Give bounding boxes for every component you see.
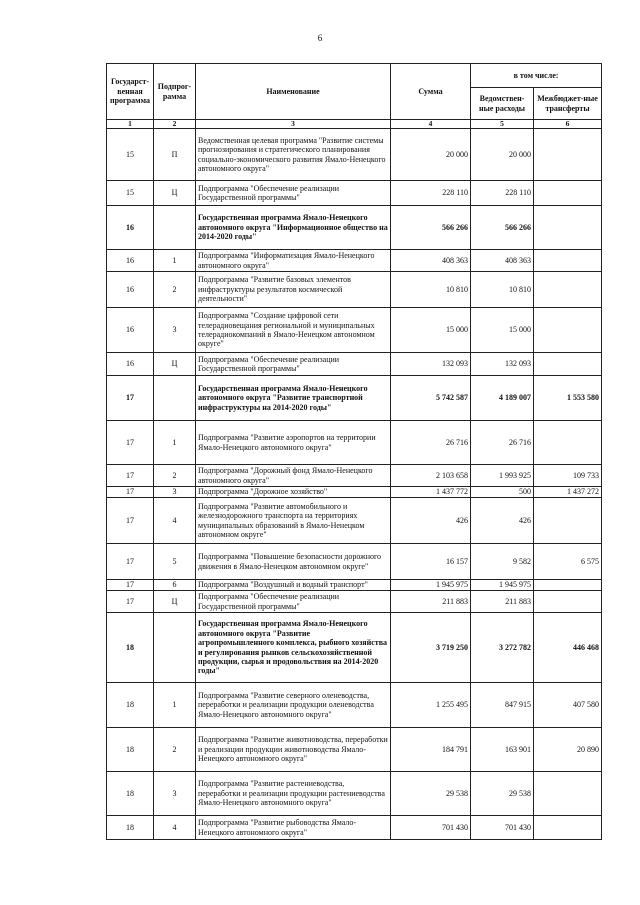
- name-cell: Подпрограмма "Повышение безопасности дорожного движения в Ямало-Ненецком автономном округе": [196, 544, 391, 580]
- program-code-cell: 17: [107, 376, 154, 421]
- name-cell: Подпрограмма "Развитие автомобильного и железнодорожного транспорта на территориях муниципальных образований в Ямало-Ненецком автономном округе": [196, 498, 391, 544]
- sum-cell: 29 538: [391, 772, 471, 816]
- sum-cell: 1 945 975: [391, 580, 471, 591]
- table-row: [107, 591, 602, 613]
- program-code-cell: 16: [107, 308, 154, 353]
- table-row: [107, 544, 602, 580]
- header-podprogramma: Подпрог-рамма: [154, 64, 196, 120]
- table-row: [107, 683, 602, 728]
- subprogram-code-cell: 1: [154, 421, 196, 465]
- sum-cell: 1 437 772: [391, 487, 471, 498]
- program-code-cell: 15: [107, 129, 154, 181]
- program-code-cell: 18: [107, 613, 154, 683]
- departmental-cell: 29 538: [471, 772, 534, 816]
- column-index-row: [107, 120, 602, 129]
- table-row: [107, 353, 602, 376]
- sum-cell: 5 742 587: [391, 376, 471, 421]
- interbudget-cell: 1 437 272: [534, 487, 602, 498]
- name-cell: Подпрограмма "Развитие северного оленеводства, переработки и реализации продукции оленеводства Ямало-Ненецкого автономного округа": [196, 683, 391, 728]
- name-cell: Подпрограмма "Воздушный и водный транспорт": [196, 580, 391, 591]
- table-row: [107, 272, 602, 308]
- interbudget-cell: [534, 250, 602, 272]
- sum-cell: 2 103 658: [391, 465, 471, 487]
- subprogram-code-cell: 3: [154, 487, 196, 498]
- name-cell: Подпрограмма "Информатизация Ямало-Ненецкого автономного округа": [196, 250, 391, 272]
- subprogram-code-cell: Ц: [154, 181, 196, 206]
- interbudget-cell: [534, 816, 602, 840]
- table-row: [107, 206, 602, 250]
- column-index: 6: [534, 120, 602, 129]
- departmental-cell: 132 093: [471, 353, 534, 376]
- interbudget-cell: [534, 580, 602, 591]
- interbudget-cell: [534, 591, 602, 613]
- table-row: [107, 487, 602, 498]
- interbudget-cell: [534, 353, 602, 376]
- header-name: Наименование: [196, 64, 391, 120]
- header-gos-program: Государст-венная программа: [107, 64, 154, 120]
- departmental-cell: 15 000: [471, 308, 534, 353]
- interbudget-cell: [534, 772, 602, 816]
- departmental-cell: 1 945 975: [471, 580, 534, 591]
- departmental-cell: 566 266: [471, 206, 534, 250]
- header-departmental: Ведомствен-ные расходы: [471, 88, 534, 120]
- subprogram-code-cell: [154, 376, 196, 421]
- departmental-cell: 26 716: [471, 421, 534, 465]
- column-index: 4: [391, 120, 471, 129]
- interbudget-cell: 407 580: [534, 683, 602, 728]
- interbudget-cell: [534, 272, 602, 308]
- sum-cell: 132 093: [391, 353, 471, 376]
- table-row: [107, 129, 602, 181]
- program-code-cell: 17: [107, 591, 154, 613]
- name-cell: Государственная программа Ямало-Ненецкого автономного округа "Информационное общество на 2014-2020 годы": [196, 206, 391, 250]
- subprogram-code-cell: 1: [154, 250, 196, 272]
- interbudget-cell: [534, 181, 602, 206]
- table-row: [107, 498, 602, 544]
- interbudget-cell: [534, 129, 602, 181]
- program-code-cell: 18: [107, 816, 154, 840]
- name-cell: Подпрограмма "Обеспечение реализации Государственной программы": [196, 181, 391, 206]
- program-code-cell: 18: [107, 683, 154, 728]
- header-in-that-number: в том числе:: [471, 64, 602, 88]
- departmental-cell: 701 430: [471, 816, 534, 840]
- program-code-cell: 17: [107, 498, 154, 544]
- subprogram-code-cell: 2: [154, 465, 196, 487]
- interbudget-cell: [534, 308, 602, 353]
- program-code-cell: 16: [107, 353, 154, 376]
- subprogram-code-cell: 6: [154, 580, 196, 591]
- interbudget-cell: [534, 498, 602, 544]
- interbudget-cell: 20 890: [534, 728, 602, 772]
- sum-cell: 10 810: [391, 272, 471, 308]
- sum-cell: 26 716: [391, 421, 471, 465]
- header-interbudget: Межбюджет-ные трансферты: [534, 88, 602, 120]
- column-index: 1: [107, 120, 154, 129]
- name-cell: Государственная программа Ямало-Ненецкого автономного округа "Развитие транспортной инфраструктуры на 2014-2020 годы": [196, 376, 391, 421]
- name-cell: Подпрограмма "Создание цифровой сети телерадиовещания региональной и муниципальных телерадиокомпаний в Ямало-Ненецком автономном округе": [196, 308, 391, 353]
- table-row: [107, 181, 602, 206]
- subprogram-code-cell: 5: [154, 544, 196, 580]
- subprogram-code-cell: 1: [154, 683, 196, 728]
- table-row: [107, 421, 602, 465]
- subprogram-code-cell: 3: [154, 772, 196, 816]
- subprogram-code-cell: Ц: [154, 353, 196, 376]
- program-code-cell: 18: [107, 772, 154, 816]
- page-number: 6: [317, 33, 323, 43]
- sum-cell: 566 266: [391, 206, 471, 250]
- program-code-cell: 17: [107, 465, 154, 487]
- program-code-cell: 16: [107, 206, 154, 250]
- program-code-cell: 17: [107, 421, 154, 465]
- departmental-cell: 163 901: [471, 728, 534, 772]
- name-cell: Подпрограмма "Дорожное хозяйство": [196, 487, 391, 498]
- sum-cell: 184 791: [391, 728, 471, 772]
- column-index: 5: [471, 120, 534, 129]
- departmental-cell: 10 810: [471, 272, 534, 308]
- program-code-cell: 15: [107, 181, 154, 206]
- name-cell: Подпрограмма "Развитие растениеводства, переработки и реализации продукции растениеводства Ямало-Ненецкого автономного округа": [196, 772, 391, 816]
- table-row: [107, 728, 602, 772]
- table-row: [107, 613, 602, 683]
- table-row: [107, 250, 602, 272]
- program-code-cell: 16: [107, 272, 154, 308]
- interbudget-cell: [534, 421, 602, 465]
- program-code-cell: 17: [107, 487, 154, 498]
- departmental-cell: 4 189 007: [471, 376, 534, 421]
- name-cell: Подпрограмма "Обеспечение реализации Государственной программы": [196, 591, 391, 613]
- subprogram-code-cell: 2: [154, 728, 196, 772]
- departmental-cell: 9 582: [471, 544, 534, 580]
- departmental-cell: 1 993 925: [471, 465, 534, 487]
- program-code-cell: 17: [107, 544, 154, 580]
- name-cell: Подпрограмма "Обеспечение реализации Государственной программы": [196, 353, 391, 376]
- sum-cell: 3 719 250: [391, 613, 471, 683]
- table-row: [107, 465, 602, 487]
- name-cell: Подпрограмма "Развитие рыбоводства Ямало-Ненецкого автономного округа": [196, 816, 391, 840]
- subprogram-code-cell: Ц: [154, 591, 196, 613]
- subprogram-code-cell: 3: [154, 308, 196, 353]
- subprogram-code-cell: 4: [154, 498, 196, 544]
- sum-cell: 426: [391, 498, 471, 544]
- table-row: [107, 376, 602, 421]
- name-cell: Ведомственная целевая программа "Развитие системы прогнозирования и стратегического планирования социально-экономического развития Ямало-Ненецкого автономного округа": [196, 129, 391, 181]
- name-cell: Подпрограмма "Развитие аэропортов на территории Ямало-Ненецкого автономного округа": [196, 421, 391, 465]
- sum-cell: 20 000: [391, 129, 471, 181]
- program-code-cell: 16: [107, 250, 154, 272]
- departmental-cell: 228 110: [471, 181, 534, 206]
- program-code-cell: 17: [107, 580, 154, 591]
- departmental-cell: 3 272 782: [471, 613, 534, 683]
- table-row: [107, 308, 602, 353]
- header-sum: Сумма: [391, 64, 471, 120]
- subprogram-code-cell: 4: [154, 816, 196, 840]
- subprogram-code-cell: 2: [154, 272, 196, 308]
- departmental-cell: 847 915: [471, 683, 534, 728]
- name-cell: Государственная программа Ямало-Ненецкого автономного округа "Развитие агропромышленного комплекса, рыбного хозяйства и регулирования рынков сельскохозяйственной продукции, сырья и продовольствия на 2014-2020 годы": [196, 613, 391, 683]
- sum-cell: 701 430: [391, 816, 471, 840]
- departmental-cell: 211 883: [471, 591, 534, 613]
- sum-cell: 228 110: [391, 181, 471, 206]
- sum-cell: 1 255 495: [391, 683, 471, 728]
- interbudget-cell: [534, 206, 602, 250]
- column-index: 2: [154, 120, 196, 129]
- budget-table: [106, 63, 602, 840]
- interbudget-cell: 1 553 580: [534, 376, 602, 421]
- name-cell: Подпрограмма "Развитие базовых элементов инфраструктуры результатов космической деятельности": [196, 272, 391, 308]
- sum-cell: 15 000: [391, 308, 471, 353]
- subprogram-code-cell: [154, 613, 196, 683]
- subprogram-code-cell: [154, 206, 196, 250]
- departmental-cell: 426: [471, 498, 534, 544]
- subprogram-code-cell: П: [154, 129, 196, 181]
- table-row: [107, 580, 602, 591]
- departmental-cell: 408 363: [471, 250, 534, 272]
- sum-cell: 211 883: [391, 591, 471, 613]
- sum-cell: 408 363: [391, 250, 471, 272]
- interbudget-cell: 6 575: [534, 544, 602, 580]
- interbudget-cell: 446 468: [534, 613, 602, 683]
- name-cell: Подпрограмма "Развитие животноводства, переработки и реализации продукции животноводства Ямало-Ненецкого автономного округа": [196, 728, 391, 772]
- table-row: [107, 772, 602, 816]
- sum-cell: 16 157: [391, 544, 471, 580]
- name-cell: Подпрограмма "Дорожный фонд Ямало-Ненецкого автономного округа": [196, 465, 391, 487]
- departmental-cell: 500: [471, 487, 534, 498]
- interbudget-cell: 109 733: [534, 465, 602, 487]
- departmental-cell: 20 000: [471, 129, 534, 181]
- column-index: 3: [196, 120, 391, 129]
- program-code-cell: 18: [107, 728, 154, 772]
- table-row: [107, 816, 602, 840]
